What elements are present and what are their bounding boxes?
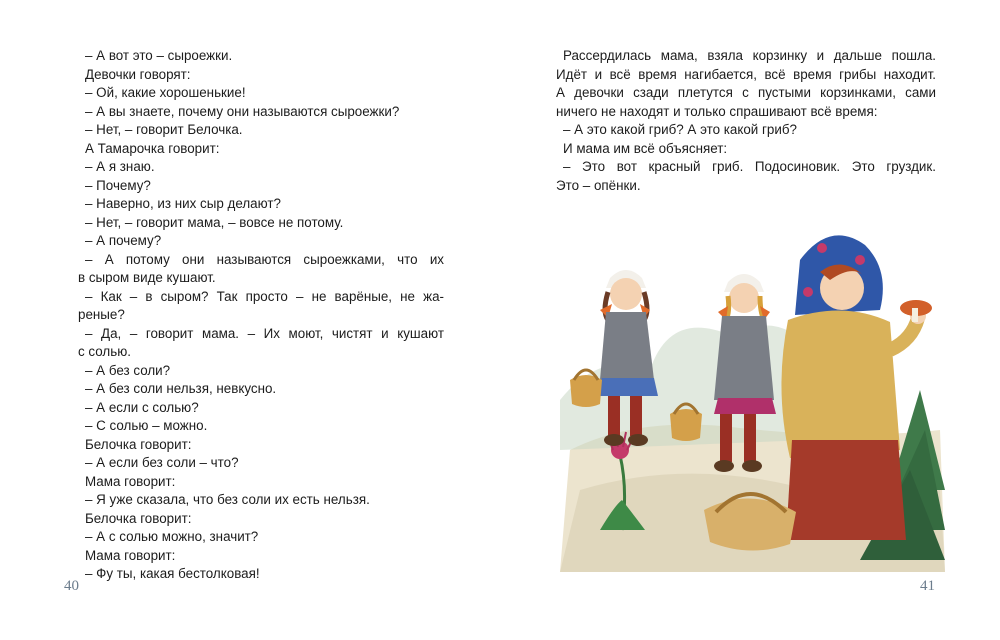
text-line: в сыром виде кушают. [78,270,216,285]
text-line: – Я уже сказала, что без соли их есть нельзя. [85,492,370,507]
text-line: – А если с солью? [85,399,199,415]
text-line: – С солью – можно. [85,418,208,433]
text-line: Это – опёнки. [556,177,641,193]
page-number-left: 40 [64,578,79,594]
text-line: – Нет, – говорит Белочка. [85,122,243,137]
text-line: – Почему? [85,177,151,193]
text-line: Идёт и всё время нагибается, всё время грибы находит. [556,66,936,82]
text-line: А Тамарочка говорит: [85,140,220,156]
text-line: И мама им всё объясняет: [563,140,728,156]
text-line: А девочки сзади плетутся с пустыми корзинками, сами [556,85,936,100]
text-line: – А без соли нельзя, невкусно. [85,381,277,396]
text-line: – А почему? [85,233,162,248]
text-line: Рассердилась мама, взяла корзинку и дальше пошла. [563,48,936,63]
mushroom-picking-illustration [560,200,945,572]
text-line: – А без соли? [85,362,171,378]
text-line: – А я знаю. [85,159,155,174]
text-line: реные? [78,307,125,322]
text-line: – Ой, какие хорошенькие! [85,85,246,100]
text-line: – А вы знаете, почему они называются сыроежки? [85,103,400,119]
text-line: Белочка говорит: [85,510,192,526]
text-line: – А это какой гриб? А это какой гриб? [563,122,797,137]
text-line: – А с солью можно, значит? [85,529,259,544]
page-number-right: 41 [920,578,935,594]
right-page [500,0,1000,640]
text-line: – А потому они называются сыроежками, что их [85,251,444,267]
right-page-text [556,47,936,195]
text-line: – Нет, – говорит мама, – вовсе не потому. [85,214,344,230]
text-line: – Это вот красный гриб. Подосиновик. Это груздик. [563,159,936,174]
text-line: – Фу ты, какая бестолковая! [85,566,260,581]
text-line: – А вот это – сыроежки. [85,48,233,63]
text-line: с солью. [78,344,131,359]
left-page-text [78,47,444,584]
text-line: – Наверно, из них сыр делают? [85,196,281,211]
text-line: – А если без соли – что? [85,455,239,470]
text-line: – Да, – говорит мама. – Их моют, чистят и кушают [85,325,444,341]
text-line: – Как – в сыром? Так просто – не варёные, не жа- [85,288,444,304]
text-line: Мама говорит: [85,473,176,489]
text-line: Мама говорит: [85,547,176,563]
text-line: Девочки говорят: [85,66,191,82]
text-line: Белочка говорит: [85,436,192,452]
text-line: ничего не находят и только спрашивают всё время: [556,103,878,119]
